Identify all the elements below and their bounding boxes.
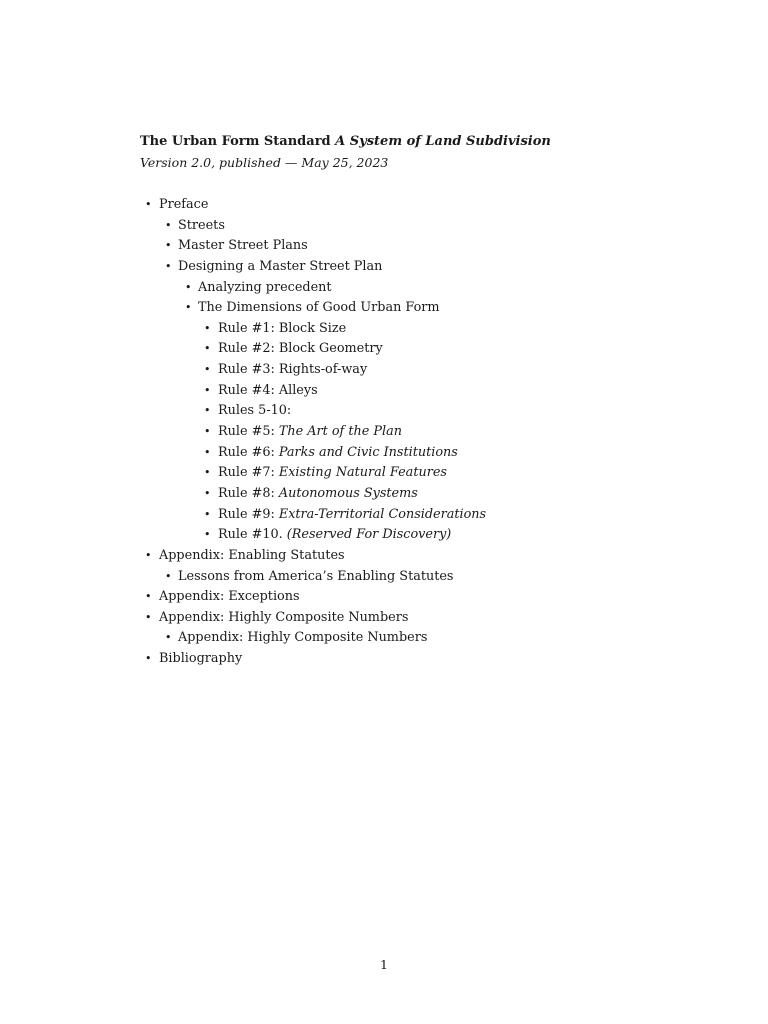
toc-item[interactable] xyxy=(140,236,700,257)
bullet-icon: • xyxy=(204,425,211,439)
toc-item[interactable] xyxy=(140,381,700,402)
toc-item-text: Rule #9: xyxy=(218,506,279,522)
bullet-icon: • xyxy=(145,610,152,624)
toc-item-label xyxy=(198,278,332,299)
toc-item-italic-text: The Art of the Plan xyxy=(278,424,402,440)
toc-item-text: Rules 5-10: xyxy=(218,403,292,419)
toc-item[interactable] xyxy=(140,567,700,588)
toc-item-text: Streets xyxy=(178,217,225,233)
toc-item-label xyxy=(218,381,318,402)
toc-item-text: Rule #3: Rights-of-way xyxy=(218,362,368,378)
page-number: 1 xyxy=(380,957,388,972)
toc-item-label xyxy=(218,422,402,443)
toc-item-label xyxy=(198,298,440,319)
bullet-icon: • xyxy=(145,590,152,604)
toc-item-text: Rule #4: Alleys xyxy=(218,382,318,398)
toc-item[interactable] xyxy=(140,505,700,526)
toc-item-label xyxy=(159,195,208,216)
toc-item-text: Appendix: Enabling Statutes xyxy=(159,547,345,563)
bullet-icon: • xyxy=(204,383,211,397)
toc-item-italic-text: Extra-Territorial Considerations xyxy=(278,506,487,522)
bullet-icon: • xyxy=(204,466,211,480)
toc-item[interactable] xyxy=(140,319,700,340)
table-of-contents xyxy=(140,195,700,670)
toc-item[interactable] xyxy=(140,360,700,381)
bullet-icon: • xyxy=(204,445,211,459)
bullet-icon: • xyxy=(165,631,172,645)
toc-item[interactable] xyxy=(140,546,700,567)
bullet-icon: • xyxy=(185,301,192,315)
toc-item[interactable] xyxy=(140,422,700,443)
bullet-icon: • xyxy=(165,259,172,273)
toc-item[interactable] xyxy=(140,443,700,464)
toc-item-label xyxy=(218,484,418,505)
toc-item-text: Rule #7: xyxy=(218,465,279,481)
toc-item[interactable] xyxy=(140,525,700,546)
toc-item-label xyxy=(159,546,345,567)
toc-item-label xyxy=(218,463,447,484)
toc-item-label xyxy=(218,443,458,464)
version-line: Version 2.0, published — May 25, 2023 xyxy=(140,155,389,170)
toc-item-label xyxy=(159,649,242,670)
toc-item[interactable] xyxy=(140,463,700,484)
document-title-line xyxy=(140,133,700,151)
toc-item[interactable] xyxy=(140,195,700,216)
toc-item-label xyxy=(178,236,308,257)
toc-item[interactable] xyxy=(140,628,700,649)
bullet-icon: • xyxy=(165,569,172,583)
toc-item-label xyxy=(159,608,408,629)
document-header xyxy=(140,133,700,172)
toc-item-text: Appendix: Exceptions xyxy=(159,589,300,605)
toc-item[interactable] xyxy=(140,484,700,505)
toc-item-text: Rule #10. xyxy=(218,527,287,543)
toc-item-italic-text: (Reserved For Discovery) xyxy=(286,527,452,543)
toc-item-text: Rule #5: xyxy=(218,424,279,440)
toc-item-label xyxy=(218,360,367,381)
toc-item-text: Rule #2: Block Geometry xyxy=(218,341,383,357)
toc-item-label xyxy=(218,401,291,422)
bullet-icon: • xyxy=(145,198,152,211)
bullet-icon: • xyxy=(204,321,211,335)
bullet-icon: • xyxy=(165,239,172,253)
toc-item-text: Master Street Plans xyxy=(178,238,308,254)
toc-item[interactable] xyxy=(140,257,700,278)
toc-item[interactable] xyxy=(140,216,700,237)
bullet-icon: • xyxy=(145,548,152,562)
toc-item-text: Rule #1: Block Size xyxy=(218,320,347,336)
toc-item[interactable] xyxy=(140,649,700,670)
toc-item-label xyxy=(218,505,486,526)
toc-item-text: Analyzing precedent xyxy=(198,279,332,295)
bullet-icon: • xyxy=(204,507,211,521)
toc-item-italic-text: Parks and Civic Institutions xyxy=(278,444,458,460)
toc-item-text: Bibliography xyxy=(159,651,243,667)
toc-item-text: The Dimensions of Good Urban Form xyxy=(198,300,440,316)
toc-item-label xyxy=(178,567,454,588)
toc-item[interactable] xyxy=(140,587,700,608)
bullet-icon: • xyxy=(145,652,152,666)
toc-item-label xyxy=(218,339,383,360)
toc-item-label xyxy=(218,525,451,546)
toc-item-label xyxy=(218,319,346,340)
toc-item-text: Appendix: Highly Composite Numbers xyxy=(178,630,428,646)
toc-item-label xyxy=(178,257,382,278)
toc-item-text: Rule #8: xyxy=(218,485,279,501)
toc-item[interactable] xyxy=(140,608,700,629)
bullet-icon: • xyxy=(204,342,211,356)
toc-item-label xyxy=(159,587,300,608)
toc-item-text: Designing a Master Street Plan xyxy=(178,258,383,274)
bullet-icon: • xyxy=(204,404,211,418)
toc-item[interactable] xyxy=(140,401,700,422)
bullet-icon: • xyxy=(165,218,172,232)
toc-item-label xyxy=(178,628,427,649)
toc-item-label xyxy=(178,216,225,237)
toc-item-text: Appendix: Highly Composite Numbers xyxy=(159,609,409,625)
toc-item-text: Lessons from America’s Enabling Statutes xyxy=(178,568,454,584)
toc-item-italic-text: Existing Natural Features xyxy=(278,465,447,481)
toc-item[interactable] xyxy=(140,298,700,319)
document-subtitle: A System of Land Subdivision xyxy=(335,134,551,149)
toc-item-text: Rule #6: xyxy=(218,444,279,460)
bullet-icon: • xyxy=(204,528,211,542)
document-title: The Urban Form Standard xyxy=(140,134,331,149)
toc-item[interactable] xyxy=(140,339,700,360)
bullet-icon: • xyxy=(204,363,211,377)
bullet-icon: • xyxy=(204,486,211,500)
bullet-icon: • xyxy=(185,280,192,294)
toc-item-italic-text: Autonomous Systems xyxy=(278,485,418,501)
toc-item[interactable] xyxy=(140,278,700,299)
toc-item-text: Preface xyxy=(159,197,209,212)
